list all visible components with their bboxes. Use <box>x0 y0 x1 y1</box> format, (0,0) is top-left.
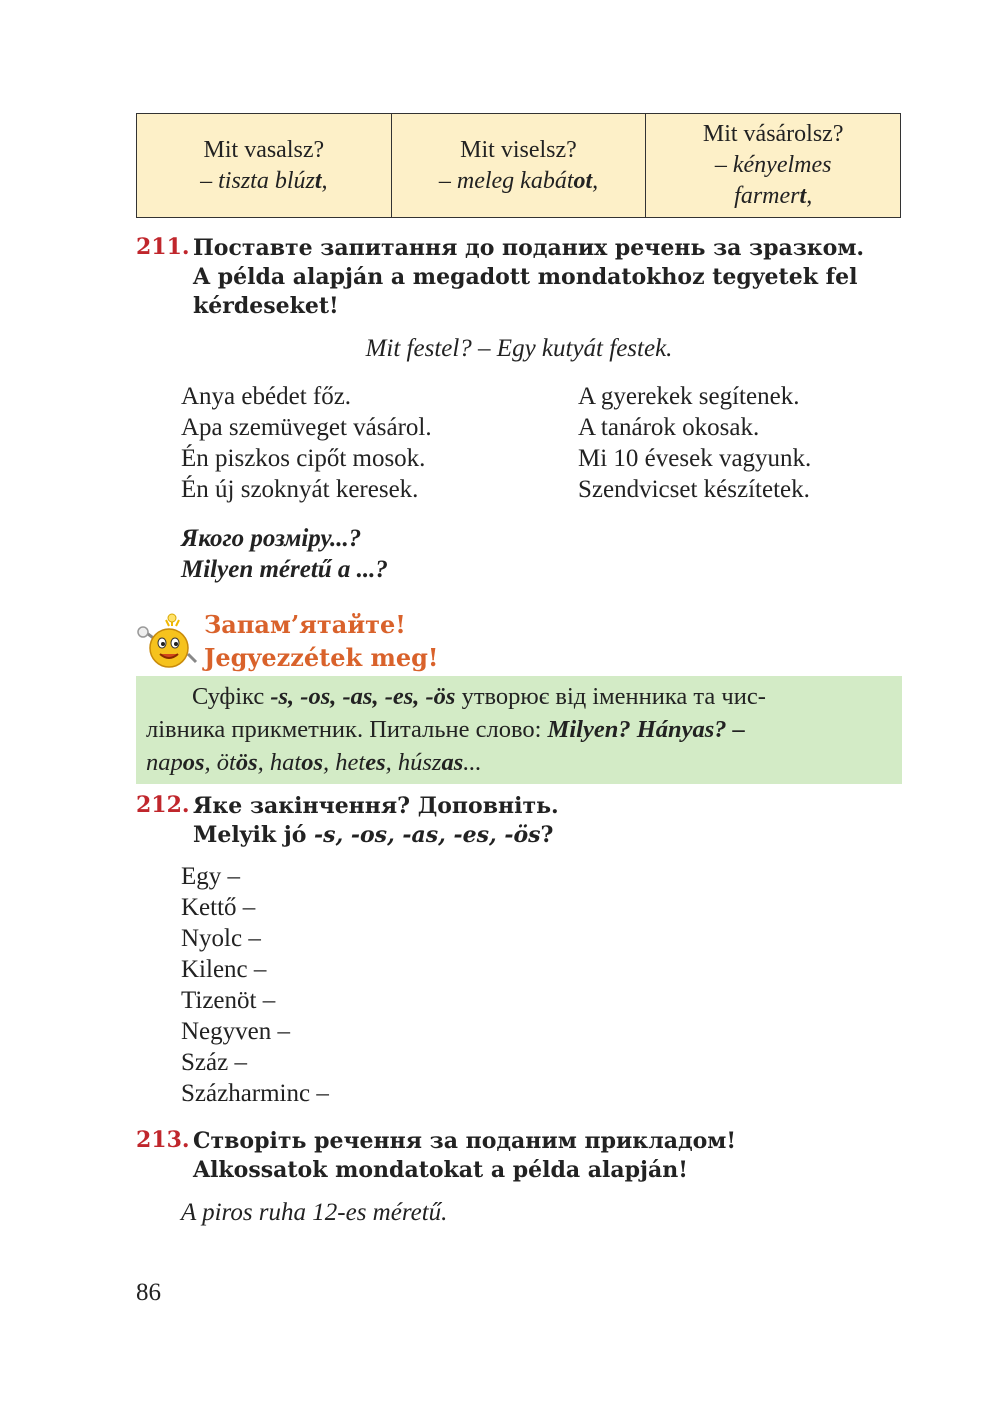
table-question: Mit vásárolsz? <box>702 121 844 147</box>
list-item: Tizenöt – <box>181 987 276 1014</box>
exercise-number: 213. <box>136 1127 190 1153</box>
list-item: Szendvicset készítetek. <box>578 476 810 503</box>
rule-text: лівника прикметник. Питальне слово: Milyen? Hányas? – <box>146 716 745 743</box>
title-ua: Яке закінчення? Доповніть. <box>193 793 559 819</box>
list-item: Kilenc – <box>181 956 267 983</box>
exercise-number: 211. <box>136 234 190 260</box>
remember-ua: Запам’ятайте! <box>204 610 406 639</box>
rule-examples: napos, ötös, hatos, hetes, húszas... <box>146 749 482 776</box>
table-answer: farmert, <box>734 183 813 209</box>
remember-hu: Jegyezzétek meg! <box>204 643 439 672</box>
remember-heading <box>204 608 438 674</box>
rule-box <box>136 676 902 784</box>
list-item: Kettő – <box>181 894 256 921</box>
table-cell-1 <box>137 114 392 217</box>
list-item: Apa szemüveget vásárol. <box>181 414 432 441</box>
rule-text: Суфікс -s, -os, -as, -es, -ös утворює від іменника та чис- <box>192 683 766 710</box>
exercise-title <box>193 234 893 321</box>
sentence-list-right <box>578 381 811 505</box>
table-question: Mit vasalsz? <box>203 136 325 163</box>
table-question: Mit viselsz? <box>460 136 577 163</box>
list-item: Anya ebédet főz. <box>181 383 352 410</box>
exercise-number: 212. <box>136 792 190 818</box>
title-ua: Створіть речення за поданим прикладом! <box>193 1128 737 1154</box>
list-item: A tanárok okosak. <box>578 414 760 441</box>
list-item: Én piszkos cipőt mosok. <box>181 445 426 472</box>
list-item: Egy – <box>181 863 241 890</box>
title-hu: kérdeseket! <box>193 293 339 319</box>
table-cell-3 <box>646 114 900 217</box>
table-answer: – meleg kabátot, <box>438 167 599 194</box>
title-hu: Alkossatok mondatokat a példa alapján! <box>193 1157 688 1183</box>
title-hu: Melyik jó -s, -os, -as, -es, -ös? <box>193 822 554 848</box>
number-list <box>181 861 329 1109</box>
sentence-list-left <box>181 381 432 505</box>
example-sentence: Mit festel? – Egy kutyát festek. <box>365 335 673 362</box>
size-question-ua: Якого розміру...? <box>181 525 362 552</box>
list-item: Én új szoknyát keresek. <box>181 476 419 503</box>
list-item: Negyven – <box>181 1018 290 1045</box>
exercise-title <box>193 1127 736 1185</box>
example-sentence: A piros ruha 12-es méretű. <box>181 1199 448 1226</box>
table-answer-line1: – kényelmes <box>714 152 832 178</box>
page-number: 86 <box>136 1279 161 1306</box>
list-item: Száz – <box>181 1049 247 1076</box>
list-item: Mi 10 évesek vagyunk. <box>578 445 812 472</box>
example-table <box>136 113 901 218</box>
table-answer: – tiszta blúzt, <box>200 167 328 194</box>
size-question <box>181 523 388 585</box>
title-hu: A példa alapján a megadott mondatokhoz tegyetek fel <box>193 264 858 290</box>
lightbulb-mascot-icon <box>136 610 198 670</box>
list-item: Nyolc – <box>181 925 261 952</box>
exercise-title <box>193 792 559 850</box>
table-cell-2 <box>392 114 647 217</box>
list-item: Százharminc – <box>181 1080 329 1107</box>
size-question-hu: Milyen méretű a ...? <box>181 556 388 583</box>
list-item: A gyerekek segítenek. <box>578 383 800 410</box>
title-ua: Поставте запитання до поданих речень за зразком. <box>193 235 865 261</box>
